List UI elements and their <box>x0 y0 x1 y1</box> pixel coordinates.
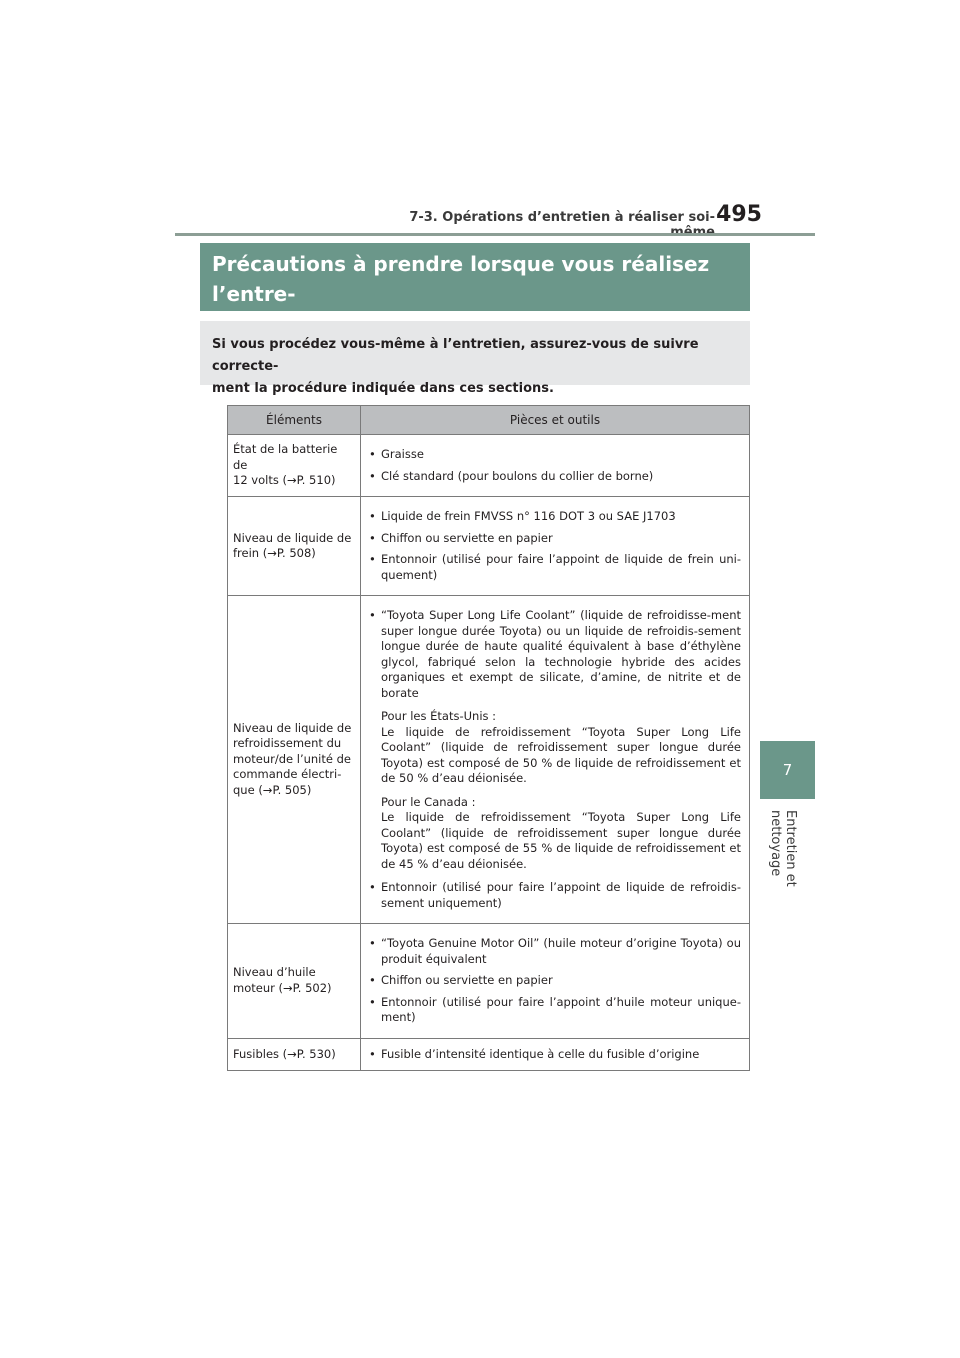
element-cell <box>228 924 361 1039</box>
table-row <box>228 596 750 924</box>
tools-cell <box>361 497 750 596</box>
maintenance-table <box>227 405 750 1071</box>
element-text: frein (→P. 508) <box>233 546 316 560</box>
note-canada-text: Le liquide de refroidissement “Toyota Super Long Life Coolant” (liquide de refroidissement super longue durée Toyota) est composé de 55 % de liquide de refroidissement et de 45 % d’eau déionisée. <box>381 810 741 871</box>
note-us-title: Pour les États-Unis : <box>381 709 497 723</box>
bullet-icon: • <box>369 552 376 566</box>
bullet-icon: • <box>369 447 376 461</box>
list-item <box>369 531 741 547</box>
list-item <box>369 509 741 525</box>
element-text: moteur (→P. 502) <box>233 980 332 995</box>
note-canada <box>381 795 741 873</box>
running-header-section: 7-3. Opérations d’entretien à réaliser soi- <box>409 210 715 225</box>
bullet-icon: • <box>369 608 376 622</box>
header-elements: Éléments <box>228 406 361 435</box>
element-text: refroidissement du <box>233 736 342 751</box>
bullet-icon: • <box>369 530 376 545</box>
table-row <box>228 435 750 497</box>
bullet-icon: • <box>369 936 376 950</box>
list-item <box>369 880 741 911</box>
list-item <box>369 469 741 485</box>
note-canada-title: Pour le Canada : <box>381 794 476 809</box>
chapter-tab <box>760 741 815 799</box>
tools-cell <box>361 596 750 924</box>
list-item-text: Graisse <box>381 447 424 461</box>
list-item-text: Chiffon ou serviette en papier <box>381 973 553 987</box>
element-cell <box>228 497 361 596</box>
intro-line2: ment la procédure indiquée dans ces sections. <box>212 381 554 396</box>
element-text: que (→P. 505) <box>233 782 312 797</box>
bullet-icon: • <box>369 468 376 483</box>
note-us <box>381 709 741 787</box>
element-text: Niveau d’huile <box>233 965 316 980</box>
tools-cell <box>361 435 750 497</box>
list-item-text: Liquide de frein FMVSS n° 116 DOT 3 ou SAE J1703 <box>381 509 676 523</box>
table-row <box>228 1038 750 1071</box>
list-item-text: “Toyota Genuine Motor Oil” (huile moteur d’origine Toyota) ou produit équivalent <box>381 936 741 966</box>
element-text: 12 volts (→P. 510) <box>233 473 336 488</box>
header-rule <box>175 233 815 236</box>
list-item-text: Chiffon ou serviette en papier <box>381 530 553 545</box>
list-item-text: Fusible d’intensité identique à celle du fusible d’origine <box>381 1046 700 1061</box>
element-cell <box>228 596 361 924</box>
page-number: 495 <box>716 202 762 227</box>
table-header-row <box>228 406 750 435</box>
chapter-number: 7 <box>782 761 793 779</box>
list-item <box>369 936 741 967</box>
bullet-icon: • <box>369 880 376 894</box>
list-item <box>369 447 741 463</box>
header-parts-tools: Pièces et outils <box>361 406 750 435</box>
note-us-text: Le liquide de refroidissement “Toyota Super Long Life Coolant” (liquide de refroidissement super longue durée Toyota) est composé de 50 % de liquide de refroidissement et de 50 % d’eau déionisée. <box>381 724 741 785</box>
list-item-text: Entonnoir (utilisé pour faire l’appoint de liquide de frein uni-quement) <box>381 552 741 582</box>
list-item <box>369 1047 741 1063</box>
section-title-line1: Précautions à prendre lorsque vous réalisez l’entre- <box>212 252 710 306</box>
chapter-label: Entretien et nettoyage <box>768 810 798 887</box>
bullet-icon: • <box>369 1046 376 1061</box>
element-text: Niveau de liquide de <box>233 720 352 735</box>
element-text: Fusibles (→P. 530) <box>233 1046 336 1061</box>
list-item-text: Entonnoir (utilisé pour faire l’appoint d’huile moteur unique-ment) <box>381 994 741 1024</box>
bullet-icon: • <box>369 509 376 523</box>
list-item <box>369 973 741 989</box>
list-item <box>369 608 741 701</box>
list-item <box>369 995 741 1026</box>
list-item-text: Entonnoir (utilisé pour faire l’appoint de liquide de refroidis-sement uniquement) <box>381 880 741 910</box>
list-item <box>369 552 741 583</box>
element-text: État de la batterie de <box>233 442 338 472</box>
tools-cell <box>361 1038 750 1071</box>
element-text: commande électri- <box>233 767 342 782</box>
bullet-icon: • <box>369 994 376 1009</box>
intro-box <box>200 321 750 396</box>
tools-cell <box>361 924 750 1039</box>
element-text: moteur/de l’unité de <box>233 751 351 766</box>
element-text: Niveau de liquide de <box>233 530 352 545</box>
element-cell <box>228 435 361 497</box>
bullet-icon: • <box>369 973 376 987</box>
section-title <box>200 243 750 311</box>
table-row <box>228 924 750 1039</box>
list-item-text: “Toyota Super Long Life Coolant” (liquide de refroidisse-ment super longue durée Toyota) ou un liquide de refroidis-sement longue durée de haute qualité équivalent à base d’éthylène glycol, fabriqué selon la technologie hybride des acides organiques et exempt de silicate, d’amine, de nitrite et de borate <box>381 608 741 700</box>
element-cell <box>228 1038 361 1071</box>
list-item-text: Clé standard (pour boulons du collier de borne) <box>381 468 654 483</box>
table-row <box>228 497 750 596</box>
intro-line1: Si vous procédez vous-même à l’entretien, assurez-vous de suivre correcte- <box>212 337 699 374</box>
